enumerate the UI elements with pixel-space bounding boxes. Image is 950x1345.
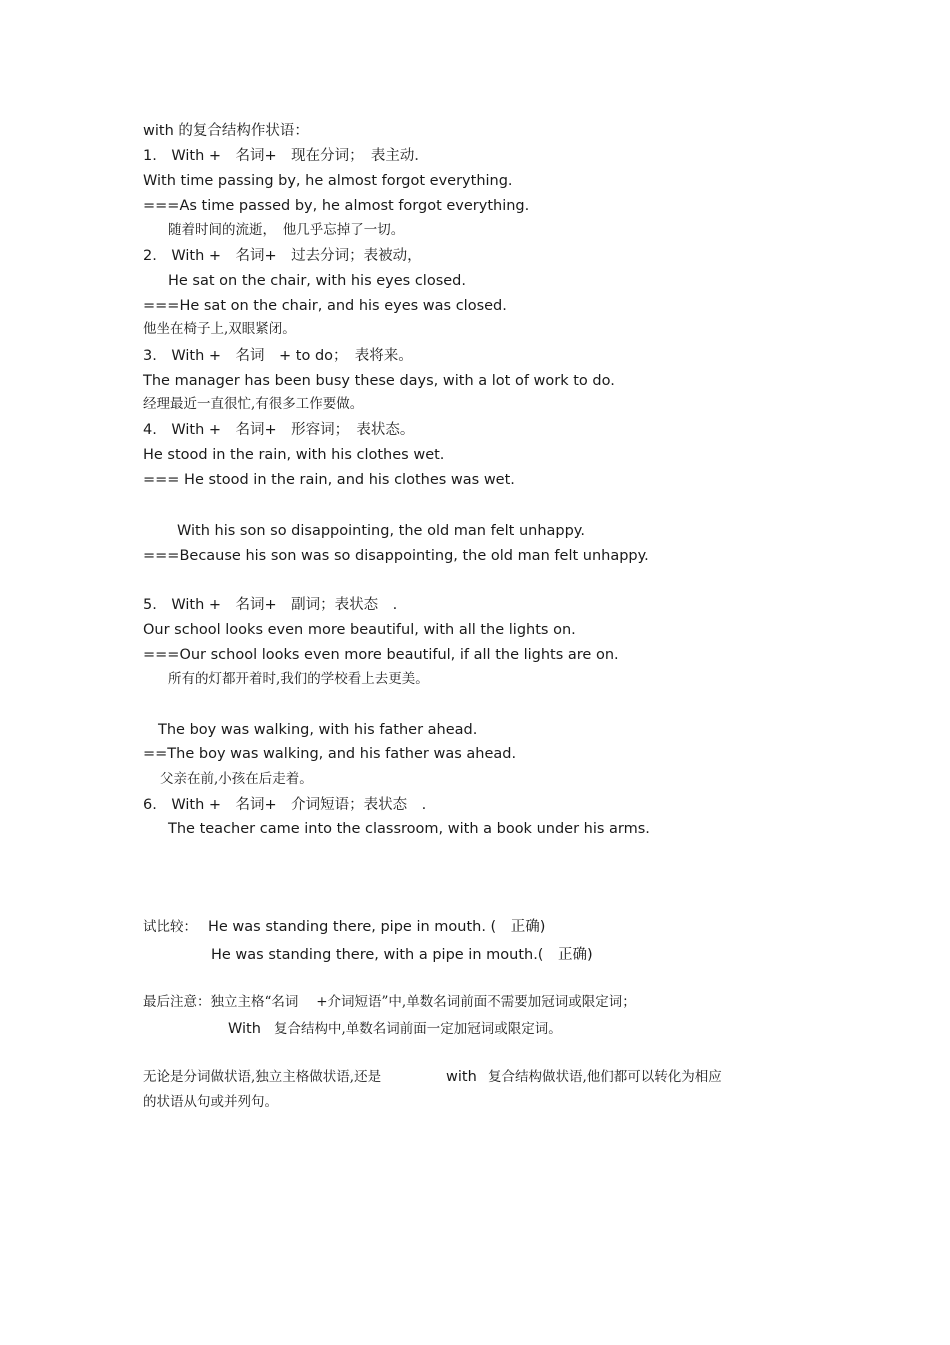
s5-example-1: Our school looks even more beautiful, with all the lights on. (143, 622, 576, 638)
s4-example-4: ===Because his son was so disappointing, the old man felt unhappy. (143, 548, 649, 564)
section-1-title: 1. With + 名词+ 现在分词； 表主动． (143, 148, 429, 164)
s1-example-1: With time passing by, he almost forgot everything. (143, 173, 513, 189)
s2-example-2: ===He sat on the chair, and his eyes was closed. (143, 298, 507, 314)
summary-line-1a: 无论是分词做状语,独立主格做状语,还是 (143, 1069, 382, 1085)
summary-line-1c: 复合结构做状语,他们都可以转化为相应 (488, 1069, 722, 1085)
s5-chinese-1: 所有的灯都开着时,我们的学校看上去更美。 (168, 671, 429, 687)
section-3-title: 3. With + 名词 + to do； 表将来。 (143, 348, 413, 364)
compare-sentence-1: He was standing there, pipe in mouth. ( 正确) (208, 919, 546, 935)
final-note-with: With (228, 1021, 261, 1037)
s3-example-1: The manager has been busy these days, with a lot of work to do. (143, 373, 615, 389)
final-note-line-2: 复合结构中,单数名词前面一定加冠词或限定词。 (274, 1021, 562, 1037)
s5-example-4: ==The boy was walking, and his father was ahead. (143, 746, 517, 762)
s4-example-3: With his son so disappointing, the old man felt unhappy. (177, 523, 585, 539)
s5-example-2: ===Our school looks even more beautiful, if all the lights are on. (143, 647, 619, 663)
compare-label: 试比较： (143, 919, 197, 935)
s5-chinese-2: 父亲在前,小孩在后走着。 (160, 771, 313, 787)
s6-example-1: The teacher came into the classroom, with a book under his arms. (168, 821, 650, 837)
compare-sentence-2: He was standing there, with a pipe in mouth.( 正确) (211, 947, 593, 963)
section-4-title: 4. With + 名词+ 形容词； 表状态。 (143, 422, 415, 438)
s2-example-1: He sat on the chair, with his eyes closed. (168, 273, 467, 289)
heading: with 的复合结构作状语： (143, 123, 309, 139)
s5-example-3: The boy was walking, with his father ahead. (158, 722, 478, 738)
section-6-title: 6. With + 名词+ 介词短语；表状态 . (143, 797, 427, 813)
section-5-title: 5. With + 名词+ 副词；表状态 . (143, 597, 398, 613)
s2-chinese: 他坐在椅子上,双眼紧闭。 (143, 321, 296, 337)
s1-example-2: ===As time passed by, he almost forgot everything. (143, 198, 530, 214)
final-note-line-1: 最后注意：独立主格“名词 +介词短语”中,单数名词前面不需要加冠词或限定词； (143, 994, 636, 1010)
s4-example-2: === He stood in the rain, and his clothes was wet. (143, 472, 515, 488)
s3-chinese: 经理最近一直很忙,有很多工作要做。 (143, 396, 364, 412)
summary-with: with (446, 1069, 477, 1085)
s1-chinese: 随着时间的流逝， 他几乎忘掉了一切。 (168, 222, 405, 238)
s4-example-1: He stood in the rain, with his clothes wet. (143, 447, 445, 463)
section-2-title: 2. With + 名词+ 过去分词；表被动， (143, 248, 422, 264)
summary-line-2: 的状语从句或并列句。 (143, 1094, 278, 1110)
